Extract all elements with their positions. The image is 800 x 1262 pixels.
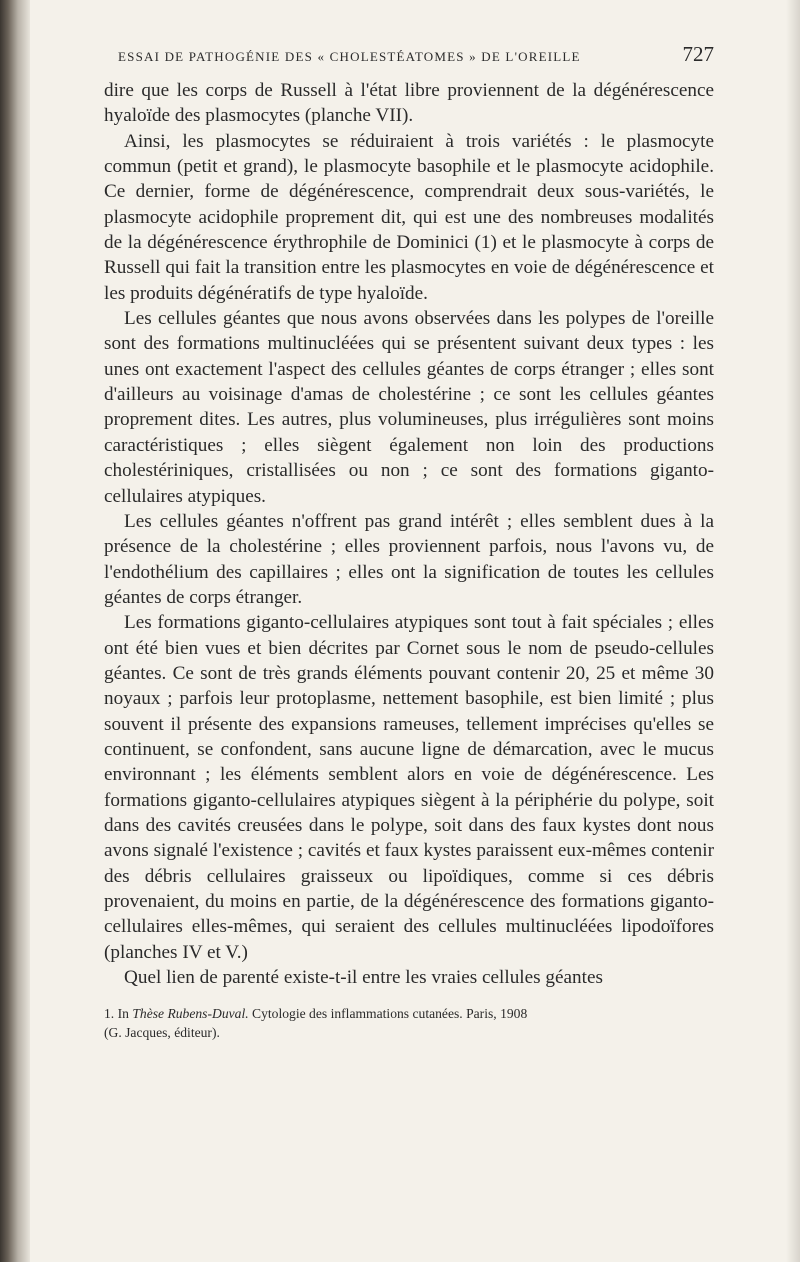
- page-header: [104, 42, 714, 78]
- paragraph: Les formations giganto-cellulaires atypiques sont tout à fait spéciales ; elles ont été bien vues et bien décrites par Cornet sous le nom de pseudo-cellules géantes. Ce sont de très grands éléments pouvant contenir 20, 25 et même 30 noyaux ; parfois leur protoplasme, nettement basophile, est bien limité ; plus souvent il présente des expansions rameuses, tellement imprécises qu'elles se continuent, se confondent, sans aucune ligne de démarcation, avec le mucus environnant ; les éléments semblent alors en voie de dégénérescence. Les formations giganto-cellulaires atypiques siègent à la périphérie du polype, soit dans des cavités creusées dans le polype, soit dans des faux kystes dont nous avons signalé l'existence ; cavités et faux kystes paraissent eux-mêmes contenir des débris cellulaires graisseux ou lipoïdiques, comme si ces débris provenaient, du moins en partie, de la dégénérescence des formations giganto-cellulaires elles-mêmes, qui seraient des cellules multinucléées lipodoïfores (planches IV et V.): [104, 612, 714, 963]
- footnote-publisher: (G. Jacques, éditeur).: [104, 1025, 220, 1041]
- book-binding-shadow: [0, 0, 30, 1262]
- book-page: [104, 42, 714, 1042]
- footnote-number: 1.: [104, 1006, 115, 1022]
- footnote: [104, 1004, 714, 1042]
- running-head: ESSAI DE PATHOGÉNIE DES « CHOLESTÉATOMES » DE L'OREILLE: [118, 49, 581, 64]
- footnote-line: [104, 1004, 714, 1023]
- page-edge-shadow: [786, 0, 800, 1262]
- footnote-prefix: In: [117, 1006, 129, 1022]
- paragraph: Les cellules géantes n'offrent pas grand intérêt ; elles semblent dues à la présence de la cholestérine ; elles proviennent parfois, nous l'avons vu, de l'endothélium des capillaires ; elles ont la signification de toutes les cellules géantes de corps étranger.: [104, 510, 714, 608]
- paragraph: Quel lien de parenté existe-t-il entre les vraies cellules géantes: [124, 967, 603, 989]
- paragraph: dire que les corps de Russell à l'état libre proviennent de la dégénérescence hyaloïde des plasmocytes (planche VII).: [104, 80, 714, 127]
- body-text: [104, 78, 714, 990]
- footnote-title: Thèse Rubens-Duval.: [132, 1006, 249, 1022]
- paragraph: Les cellules géantes que nous avons observées dans les polypes de l'oreille sont des formations multinucléées qui se présentent suivant deux types : les unes ont exactement l'aspect des cellules géantes de corps étranger ; elles sont d'ailleurs au voisinage d'amas de cholestérine ; ce sont les cellules géantes proprement dites. Les autres, plus volumineuses, plus irrégulières sont moins caractéristiques ; elles siègent également non loin des productions cholestériniques, cristallisées ou non ; ce sont des formations giganto-cellulaires atypiques.: [104, 308, 714, 507]
- footnote-text: Cytologie des inflammations cutanées. Paris, 1908: [252, 1006, 528, 1022]
- paragraph: Ainsi, les plasmocytes se réduiraient à trois variétés : le plasmocyte commun (petit et grand), le plasmocyte basophile et le plasmocyte acidophile. Ce dernier, forme de dégénérescence, comprendrait deux sous-variétés, le plasmocyte acidophile proprement dit, qui est une des nombreuses modalités de la dégénérescence érythrophile de Dominici (1) et le plasmocyte à corps de Russell qui fait la transition entre les plasmocytes en voie de dégénérescence et les produits dégénératifs de type hyaloïde.: [104, 130, 714, 304]
- page-number: 727: [682, 42, 714, 66]
